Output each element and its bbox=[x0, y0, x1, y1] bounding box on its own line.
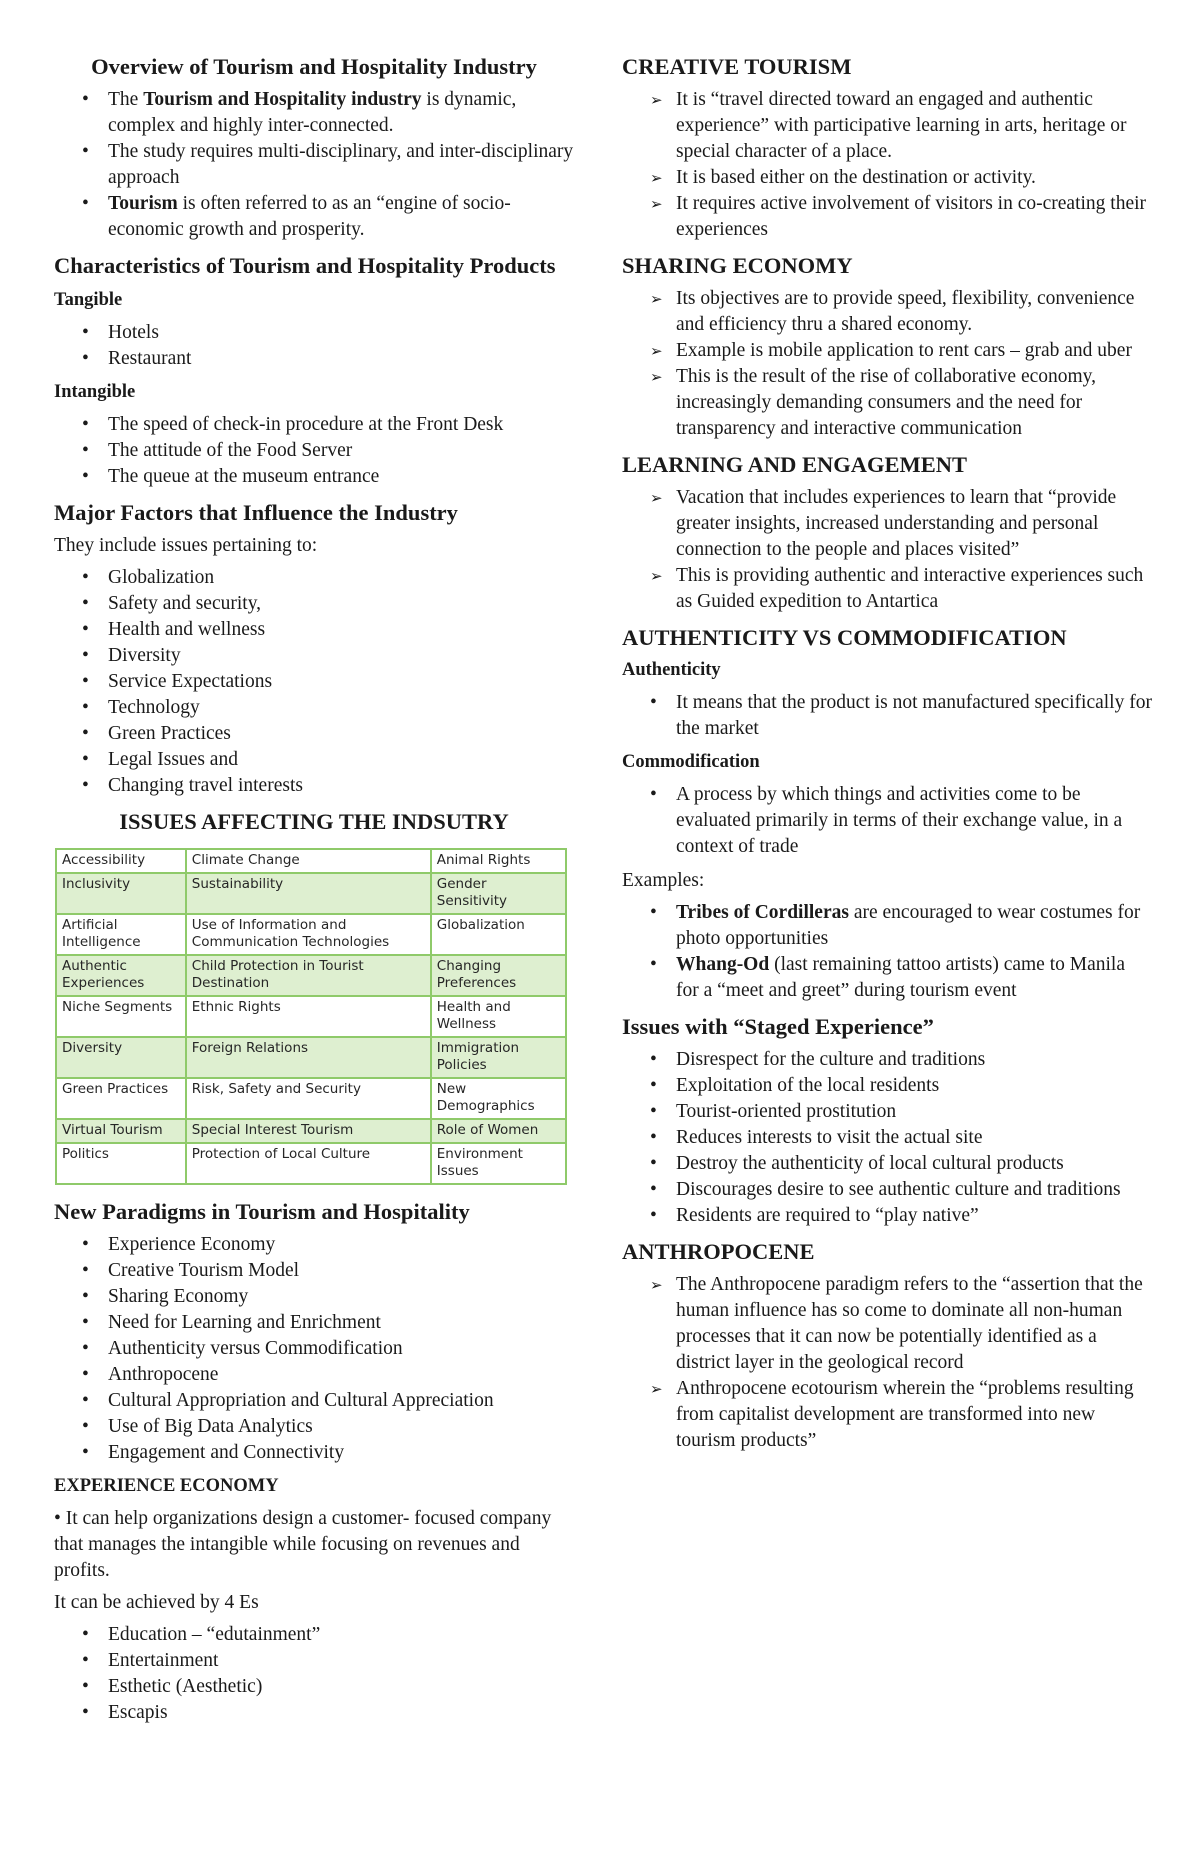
learning-list bbox=[622, 485, 1152, 615]
table-cell: Gender Sensitivity bbox=[431, 873, 566, 914]
table-cell: Use of Information and Communication Technologies bbox=[186, 914, 431, 955]
list-item: • Diversity bbox=[54, 643, 574, 669]
list-item: ➢ It requires active involvement of visitors in co-creating their experiences bbox=[650, 193, 1147, 240]
list-item: • Disrespect for the culture and traditions bbox=[622, 1047, 1152, 1073]
sharing-title: SHARING ECONOMY bbox=[622, 253, 853, 278]
creative-list bbox=[622, 87, 1152, 243]
list-item: • Sharing Economy bbox=[54, 1284, 574, 1310]
list-item: ➢ The Anthropocene paradigm refers to the “assertion that the human influence has so come to dominate all non-human processes that it can now be potentially identified as a district layer in the geological record bbox=[650, 1274, 1143, 1373]
table-row bbox=[56, 996, 566, 1037]
list-item: • Cultural Appropriation and Cultural Appreciation bbox=[54, 1388, 574, 1414]
table-cell: Diversity bbox=[56, 1037, 186, 1078]
list-item: ➢ It is “travel directed toward an engaged and authentic experience” with participative learning in arts, heritage or special character of a place. bbox=[650, 89, 1127, 162]
list-item: • The speed of check-in procedure at the Front Desk bbox=[54, 412, 574, 438]
staged-list bbox=[622, 1047, 1152, 1229]
list-item: • Reduces interests to visit the actual site bbox=[622, 1125, 1152, 1151]
list-item: • Use of Big Data Analytics bbox=[54, 1414, 574, 1440]
table-cell: Accessibility bbox=[56, 849, 186, 873]
arrow-bullet-icon: ➢ bbox=[650, 1380, 663, 1398]
table-row bbox=[56, 914, 566, 955]
experience-title: EXPERIENCE ECONOMY bbox=[54, 1476, 279, 1496]
list-item: • Technology bbox=[54, 695, 574, 721]
list-item: • Service Expectations bbox=[54, 669, 574, 695]
experience-intro: It can be achieved by 4 Es bbox=[54, 1592, 259, 1613]
table-cell: Risk, Safety and Security bbox=[186, 1078, 431, 1119]
factors-intro: They include issues pertaining to: bbox=[54, 535, 318, 556]
issues-table bbox=[55, 848, 567, 1185]
table-cell: Niche Segments bbox=[56, 996, 186, 1037]
learning-title: LEARNING AND ENGAGEMENT bbox=[622, 452, 968, 477]
list-item: • Health and wellness bbox=[54, 617, 574, 643]
table-cell: Animal Rights bbox=[431, 849, 566, 873]
arrow-bullet-icon: ➢ bbox=[650, 368, 663, 386]
list-item: • Authenticity versus Commodification bbox=[54, 1336, 574, 1362]
intangible-label: Intangible bbox=[54, 382, 136, 402]
list-item: • Whang-Od (last remaining tattoo artists) came to Manila for a “meet and greet” during tourism event bbox=[622, 952, 1152, 1004]
factors-title: Major Factors that Influence the Industry bbox=[54, 500, 458, 525]
list-item: • Engagement and Connectivity bbox=[54, 1440, 574, 1466]
table-cell: Ethnic Rights bbox=[186, 996, 431, 1037]
list-item: ➢ It is based either on the destination or activity. bbox=[622, 165, 1152, 191]
list-item: • Safety and security, bbox=[54, 591, 574, 617]
factors-list bbox=[54, 565, 574, 799]
table-cell: Immigration Policies bbox=[431, 1037, 566, 1078]
tangible-list bbox=[54, 320, 574, 372]
arrow-bullet-icon: ➢ bbox=[650, 195, 663, 213]
tangible-label: Tangible bbox=[54, 290, 123, 310]
commodification-label: Commodification bbox=[622, 752, 760, 772]
authenticity-label: Authenticity bbox=[622, 660, 721, 680]
table-row bbox=[56, 873, 566, 914]
list-item: • Escapis bbox=[54, 1700, 574, 1726]
anthropocene-title: ANTHROPOCENE bbox=[622, 1239, 815, 1264]
arrow-bullet-icon: ➢ bbox=[650, 1276, 663, 1294]
list-item: • The study requires multi-disciplinary, and inter-disciplinary approach bbox=[54, 139, 574, 191]
authenticity-list bbox=[622, 690, 1152, 742]
table-row bbox=[56, 849, 566, 873]
table-cell: Inclusivity bbox=[56, 873, 186, 914]
list-item: • Globalization bbox=[54, 565, 574, 591]
list-item: • Anthropocene bbox=[54, 1362, 574, 1388]
table-cell: Child Protection in Tourist Destination bbox=[186, 955, 431, 996]
table-row bbox=[56, 1037, 566, 1078]
creative-title: CREATIVE TOURISM bbox=[622, 54, 852, 79]
list-item: • Esthetic (Aesthetic) bbox=[54, 1674, 574, 1700]
table-cell: Sustainability bbox=[186, 873, 431, 914]
list-item: ➢ Example is mobile application to rent cars – grab and uber bbox=[622, 338, 1152, 364]
characteristics-title: Characteristics of Tourism and Hospitality Products bbox=[54, 253, 556, 278]
list-item: • Destroy the authenticity of local cultural products bbox=[622, 1151, 1152, 1177]
list-item: • A process by which things and activities come to be evaluated primarily in terms of their exchange value, in a context of trade bbox=[622, 782, 1152, 860]
list-item: • Education – “edutainment” bbox=[54, 1622, 574, 1648]
list-item: • Restaurant bbox=[54, 346, 574, 372]
intangible-list bbox=[54, 412, 574, 490]
table-cell: Authentic Experiences bbox=[56, 955, 186, 996]
arrow-bullet-icon: ➢ bbox=[650, 290, 663, 308]
table-cell: Globalization bbox=[431, 914, 566, 955]
arrow-bullet-icon: ➢ bbox=[650, 169, 663, 187]
list-item: • Discourages desire to see authentic culture and traditions bbox=[622, 1177, 1152, 1203]
list-item: • Tourist-oriented prostitution bbox=[622, 1099, 1152, 1125]
list-item: • Legal Issues and bbox=[54, 747, 574, 773]
table-cell: Climate Change bbox=[186, 849, 431, 873]
list-item: • Creative Tourism Model bbox=[54, 1258, 574, 1284]
table-cell: New Demographics bbox=[431, 1078, 566, 1119]
arrow-bullet-icon: ➢ bbox=[650, 567, 663, 585]
list-item: ➢ Its objectives are to provide speed, flexibility, convenience and efficiency thru a shared economy. bbox=[650, 288, 1135, 335]
list-item: • The attitude of the Food Server bbox=[54, 438, 574, 464]
examples-list bbox=[622, 900, 1152, 1004]
right-column bbox=[622, 52, 1152, 1454]
list-item: • Hotels bbox=[54, 320, 574, 346]
paradigms-title: New Paradigms in Tourism and Hospitality bbox=[54, 1199, 470, 1224]
arrow-bullet-icon: ➢ bbox=[650, 489, 663, 507]
list-item: ➢ Anthropocene ecotourism wherein the “problems resulting from capitalist development are transformed into new tourism products” bbox=[650, 1378, 1134, 1451]
list-item: • Exploitation of the local residents bbox=[622, 1073, 1152, 1099]
list-item: • Residents are required to “play native” bbox=[622, 1203, 1152, 1229]
table-cell: Environment Issues bbox=[431, 1143, 566, 1184]
table-cell: Politics bbox=[56, 1143, 186, 1184]
paradigms-list bbox=[54, 1232, 574, 1466]
authenticity-title: AUTHENTICITY VS COMMODIFICATION bbox=[622, 625, 1067, 650]
table-cell: Green Practices bbox=[56, 1078, 186, 1119]
sharing-list bbox=[622, 286, 1152, 442]
overview-title: Overview of Tourism and Hospitality Industry bbox=[91, 54, 537, 79]
list-item: • Tourism is often referred to as an “engine of socio-economic growth and prosperity. bbox=[54, 191, 574, 243]
anthropocene-list bbox=[622, 1272, 1152, 1454]
list-item: • Entertainment bbox=[54, 1648, 574, 1674]
experience-text: • It can help organizations design a customer- focused company that manages the intangible while focusing on revenues and profits. bbox=[54, 1508, 552, 1581]
table-row bbox=[56, 955, 566, 996]
arrow-bullet-icon: ➢ bbox=[650, 91, 663, 109]
overview-list bbox=[54, 87, 574, 243]
table-cell: Health and Wellness bbox=[431, 996, 566, 1037]
list-item: • Green Practices bbox=[54, 721, 574, 747]
table-row bbox=[56, 1143, 566, 1184]
list-item: • It means that the product is not manufactured specifically for the market bbox=[622, 690, 1152, 742]
list-item: • Experience Economy bbox=[54, 1232, 574, 1258]
table-cell: Artificial Intelligence bbox=[56, 914, 186, 955]
commodification-list bbox=[622, 782, 1152, 860]
table-cell: Foreign Relations bbox=[186, 1037, 431, 1078]
staged-title: Issues with “Staged Experience” bbox=[622, 1014, 934, 1039]
table-cell: Role of Women bbox=[431, 1119, 566, 1143]
examples-label: Examples: bbox=[622, 870, 705, 891]
list-item: ➢ This is providing authentic and interactive experiences such as Guided expedition to Antartica bbox=[650, 565, 1144, 612]
experience-list bbox=[54, 1622, 574, 1726]
arrow-bullet-icon: ➢ bbox=[650, 342, 663, 360]
list-item: • The queue at the museum entrance bbox=[54, 464, 574, 490]
list-item: • Changing travel interests bbox=[54, 773, 574, 799]
issues-title: ISSUES AFFECTING THE INDSUTRY bbox=[119, 809, 509, 834]
table-row bbox=[56, 1078, 566, 1119]
list-item: • Need for Learning and Enrichment bbox=[54, 1310, 574, 1336]
left-column bbox=[54, 52, 574, 1726]
table-cell: Changing Preferences bbox=[431, 955, 566, 996]
list-item: ➢ This is the result of the rise of collaborative economy, increasingly demanding consumers and the need for transparency and interactive communication bbox=[650, 366, 1097, 439]
table-row bbox=[56, 1119, 566, 1143]
table-cell: Special Interest Tourism bbox=[186, 1119, 431, 1143]
table-cell: Protection of Local Culture bbox=[186, 1143, 431, 1184]
list-item: ➢ Vacation that includes experiences to learn that “provide greater insights, increased understanding and personal connection to the people and places visited” bbox=[650, 487, 1117, 560]
list-item: • Tribes of Cordilleras are encouraged to wear costumes for photo opportunities bbox=[622, 900, 1152, 952]
list-item: • The Tourism and Hospitality industry is dynamic, complex and highly inter-connected. bbox=[54, 87, 574, 139]
table-cell: Virtual Tourism bbox=[56, 1119, 186, 1143]
